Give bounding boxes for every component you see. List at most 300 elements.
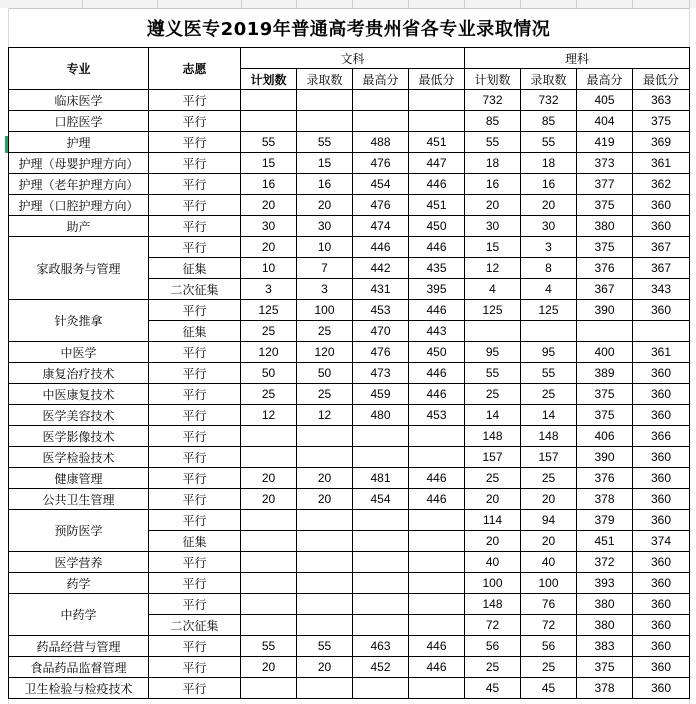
arts-min-cell[interactable] xyxy=(409,111,465,132)
science-admit-cell[interactable]: 72 xyxy=(521,615,577,636)
science-admit-cell[interactable]: 25 xyxy=(521,468,577,489)
science-plan-cell[interactable]: 55 xyxy=(465,363,521,384)
arts-max-cell[interactable]: 476 xyxy=(353,195,409,216)
arts-plan-cell[interactable]: 120 xyxy=(241,342,297,363)
arts-plan-cell[interactable]: 3 xyxy=(241,279,297,300)
arts-plan-cell[interactable] xyxy=(241,531,297,552)
major-cell[interactable]: 医学检验技术 xyxy=(9,447,149,468)
arts-max-cell[interactable] xyxy=(353,531,409,552)
arts-admit-cell[interactable] xyxy=(297,552,353,573)
major-cell[interactable]: 康复治疗技术 xyxy=(9,363,149,384)
arts-plan-cell[interactable] xyxy=(241,111,297,132)
arts-min-cell[interactable] xyxy=(409,573,465,594)
science-max-cell[interactable]: 375 xyxy=(577,405,633,426)
preference-cell[interactable]: 平行 xyxy=(149,510,241,531)
science-header[interactable]: 理科 xyxy=(465,48,690,69)
major-cell[interactable]: 中医学 xyxy=(9,342,149,363)
science-plan-cell[interactable]: 148 xyxy=(465,594,521,615)
arts-min-cell[interactable] xyxy=(409,531,465,552)
science-min-cell[interactable]: 360 xyxy=(633,447,690,468)
science-plan-cell[interactable]: 85 xyxy=(465,111,521,132)
preference-cell[interactable]: 平行 xyxy=(149,111,241,132)
admission-table xyxy=(8,47,690,699)
major-cell[interactable]: 卫生检验与检疫技术 xyxy=(9,678,149,699)
arts-max-cell[interactable] xyxy=(353,510,409,531)
science-plan-cell[interactable]: 72 xyxy=(465,615,521,636)
arts-plan-cell[interactable]: 20 xyxy=(241,237,297,258)
science-admit-cell[interactable]: 45 xyxy=(521,678,577,699)
arts-admit-cell[interactable]: 30 xyxy=(297,216,353,237)
arts-plan-cell[interactable] xyxy=(241,90,297,111)
science-admit-cell[interactable]: 8 xyxy=(521,258,577,279)
preference-cell[interactable]: 平行 xyxy=(149,489,241,510)
arts-plan-cell[interactable]: 20 xyxy=(241,468,297,489)
science-min-cell[interactable]: 360 xyxy=(633,573,690,594)
arts-admit-cell[interactable]: 15 xyxy=(297,153,353,174)
arts-max-cell[interactable]: 473 xyxy=(353,363,409,384)
science-min-cell[interactable]: 360 xyxy=(633,489,690,510)
arts-max-header[interactable]: 最高分 xyxy=(353,69,409,90)
science-plan-cell[interactable]: 157 xyxy=(465,447,521,468)
arts-max-cell[interactable] xyxy=(353,552,409,573)
arts-min-cell[interactable]: 446 xyxy=(409,489,465,510)
science-min-cell[interactable]: 360 xyxy=(633,384,690,405)
science-admit-cell[interactable]: 40 xyxy=(521,552,577,573)
major-cell[interactable]: 针灸推拿 xyxy=(9,300,149,342)
science-min-cell[interactable]: 360 xyxy=(633,552,690,573)
arts-max-cell[interactable] xyxy=(353,573,409,594)
science-min-cell[interactable]: 366 xyxy=(633,426,690,447)
arts-min-cell[interactable]: 453 xyxy=(409,405,465,426)
arts-max-cell[interactable]: 480 xyxy=(353,405,409,426)
arts-plan-cell[interactable]: 25 xyxy=(241,384,297,405)
science-admit-cell[interactable]: 4 xyxy=(521,279,577,300)
science-admit-cell[interactable]: 3 xyxy=(521,237,577,258)
arts-plan-cell[interactable]: 10 xyxy=(241,258,297,279)
preference-cell[interactable]: 平行 xyxy=(149,468,241,489)
major-cell[interactable]: 食品药品监督管理 xyxy=(9,657,149,678)
arts-min-cell[interactable] xyxy=(409,594,465,615)
arts-min-cell[interactable]: 446 xyxy=(409,363,465,384)
major-header[interactable]: 专业 xyxy=(9,48,149,90)
science-max-cell[interactable]: 405 xyxy=(577,90,633,111)
science-admit-cell[interactable] xyxy=(521,321,577,342)
arts-max-cell[interactable]: 452 xyxy=(353,657,409,678)
science-plan-cell[interactable]: 55 xyxy=(465,132,521,153)
preference-cell[interactable]: 平行 xyxy=(149,300,241,321)
arts-plan-cell[interactable]: 55 xyxy=(241,636,297,657)
arts-plan-cell[interactable] xyxy=(241,510,297,531)
science-plan-cell[interactable]: 25 xyxy=(465,384,521,405)
arts-plan-cell[interactable] xyxy=(241,426,297,447)
major-cell[interactable]: 护理（老年护理方向） xyxy=(9,174,149,195)
preference-cell[interactable]: 平行 xyxy=(149,594,241,615)
science-min-cell[interactable]: 374 xyxy=(633,531,690,552)
arts-max-cell[interactable]: 453 xyxy=(353,300,409,321)
science-min-cell[interactable]: 360 xyxy=(633,615,690,636)
science-admit-cell[interactable]: 157 xyxy=(521,447,577,468)
science-max-cell[interactable]: 372 xyxy=(577,552,633,573)
arts-plan-cell[interactable]: 16 xyxy=(241,174,297,195)
major-cell[interactable]: 公共卫生管理 xyxy=(9,489,149,510)
arts-admit-cell[interactable]: 12 xyxy=(297,405,353,426)
science-max-cell[interactable]: 378 xyxy=(577,489,633,510)
arts-admit-cell[interactable] xyxy=(297,615,353,636)
science-plan-cell[interactable]: 56 xyxy=(465,636,521,657)
arts-admit-cell[interactable] xyxy=(297,510,353,531)
science-max-cell[interactable]: 389 xyxy=(577,363,633,384)
arts-admit-cell[interactable]: 55 xyxy=(297,132,353,153)
preference-cell[interactable]: 平行 xyxy=(149,132,241,153)
arts-admit-cell[interactable]: 16 xyxy=(297,174,353,195)
science-plan-cell[interactable]: 20 xyxy=(465,489,521,510)
arts-max-cell[interactable] xyxy=(353,594,409,615)
arts-plan-cell[interactable]: 15 xyxy=(241,153,297,174)
preference-cell[interactable]: 平行 xyxy=(149,216,241,237)
science-max-cell[interactable] xyxy=(577,321,633,342)
science-admit-cell[interactable]: 14 xyxy=(521,405,577,426)
arts-max-cell[interactable]: 476 xyxy=(353,153,409,174)
science-min-cell[interactable]: 360 xyxy=(633,636,690,657)
science-max-header[interactable]: 最高分 xyxy=(577,69,633,90)
science-max-cell[interactable]: 393 xyxy=(577,573,633,594)
science-plan-cell[interactable]: 25 xyxy=(465,657,521,678)
arts-max-cell[interactable] xyxy=(353,678,409,699)
arts-min-cell[interactable]: 446 xyxy=(409,657,465,678)
science-max-cell[interactable]: 375 xyxy=(577,657,633,678)
science-max-cell[interactable]: 376 xyxy=(577,258,633,279)
science-max-cell[interactable]: 451 xyxy=(577,531,633,552)
arts-max-cell[interactable]: 454 xyxy=(353,174,409,195)
major-cell[interactable]: 护理（母婴护理方向） xyxy=(9,153,149,174)
table-row xyxy=(9,111,690,132)
arts-admit-cell[interactable]: 55 xyxy=(297,636,353,657)
science-max-cell[interactable]: 367 xyxy=(577,279,633,300)
science-plan-cell[interactable]: 25 xyxy=(465,468,521,489)
arts-admit-cell[interactable] xyxy=(297,426,353,447)
science-max-cell[interactable]: 380 xyxy=(577,615,633,636)
science-min-cell[interactable]: 363 xyxy=(633,90,690,111)
arts-min-cell[interactable] xyxy=(409,552,465,573)
science-max-cell[interactable]: 375 xyxy=(577,195,633,216)
arts-min-cell[interactable]: 435 xyxy=(409,258,465,279)
science-min-cell[interactable]: 360 xyxy=(633,468,690,489)
science-max-cell[interactable]: 383 xyxy=(577,636,633,657)
arts-plan-cell[interactable]: 12 xyxy=(241,405,297,426)
science-plan-cell[interactable]: 30 xyxy=(465,216,521,237)
science-admit-cell[interactable]: 25 xyxy=(521,657,577,678)
science-min-cell[interactable]: 361 xyxy=(633,153,690,174)
arts-admit-cell[interactable]: 20 xyxy=(297,657,353,678)
arts-admit-header[interactable]: 录取数 xyxy=(297,69,353,90)
arts-max-cell[interactable]: 474 xyxy=(353,216,409,237)
preference-cell[interactable]: 平行 xyxy=(149,573,241,594)
arts-admit-cell[interactable]: 120 xyxy=(297,342,353,363)
science-plan-cell[interactable]: 16 xyxy=(465,174,521,195)
science-admit-cell[interactable]: 25 xyxy=(521,384,577,405)
science-admit-cell[interactable]: 55 xyxy=(521,363,577,384)
science-admit-cell[interactable]: 100 xyxy=(521,573,577,594)
arts-min-cell[interactable] xyxy=(409,615,465,636)
science-min-cell[interactable]: 360 xyxy=(633,300,690,321)
major-cell[interactable]: 口腔医学 xyxy=(9,111,149,132)
preference-cell[interactable]: 平行 xyxy=(149,657,241,678)
science-max-cell[interactable]: 376 xyxy=(577,468,633,489)
arts-min-cell[interactable] xyxy=(409,678,465,699)
science-min-cell[interactable]: 360 xyxy=(633,678,690,699)
major-cell[interactable]: 临床医学 xyxy=(9,90,149,111)
science-admit-cell[interactable]: 20 xyxy=(521,195,577,216)
major-cell[interactable]: 护理 xyxy=(9,132,149,153)
preference-cell[interactable]: 平行 xyxy=(149,678,241,699)
major-cell[interactable]: 医学美容技术 xyxy=(9,405,149,426)
science-plan-cell[interactable]: 114 xyxy=(465,510,521,531)
science-min-cell[interactable] xyxy=(633,321,690,342)
science-min-cell[interactable]: 360 xyxy=(633,594,690,615)
arts-plan-cell[interactable] xyxy=(241,552,297,573)
major-cell[interactable]: 医学营养 xyxy=(9,552,149,573)
preference-cell[interactable]: 平行 xyxy=(149,174,241,195)
arts-admit-cell[interactable]: 50 xyxy=(297,363,353,384)
preference-cell[interactable]: 平行 xyxy=(149,405,241,426)
sheet-title[interactable]: 遵义医专2019年普通高考贵州省各专业录取情况 xyxy=(146,19,551,40)
arts-min-cell[interactable]: 447 xyxy=(409,153,465,174)
science-admit-cell[interactable]: 55 xyxy=(521,132,577,153)
arts-admit-cell[interactable]: 100 xyxy=(297,300,353,321)
preference-cell[interactable]: 平行 xyxy=(149,195,241,216)
science-min-cell[interactable]: 361 xyxy=(633,342,690,363)
preference-cell[interactable]: 二次征集 xyxy=(149,279,241,300)
science-admit-header[interactable]: 录取数 xyxy=(521,69,577,90)
arts-min-cell[interactable] xyxy=(409,447,465,468)
science-min-cell[interactable]: 360 xyxy=(633,510,690,531)
arts-max-cell[interactable] xyxy=(353,615,409,636)
arts-min-cell[interactable] xyxy=(409,510,465,531)
science-max-cell[interactable]: 373 xyxy=(577,153,633,174)
preference-cell[interactable]: 平行 xyxy=(149,342,241,363)
arts-admit-cell[interactable] xyxy=(297,531,353,552)
science-max-cell[interactable]: 406 xyxy=(577,426,633,447)
preference-cell[interactable]: 平行 xyxy=(149,447,241,468)
arts-plan-cell[interactable] xyxy=(241,594,297,615)
science-plan-cell[interactable]: 100 xyxy=(465,573,521,594)
science-admit-cell[interactable]: 56 xyxy=(521,636,577,657)
arts-admit-cell[interactable]: 20 xyxy=(297,489,353,510)
arts-plan-cell[interactable]: 55 xyxy=(241,132,297,153)
science-max-cell[interactable]: 404 xyxy=(577,111,633,132)
science-plan-cell[interactable]: 18 xyxy=(465,153,521,174)
science-admit-cell[interactable]: 732 xyxy=(521,90,577,111)
science-admit-cell[interactable]: 18 xyxy=(521,153,577,174)
science-min-cell[interactable]: 360 xyxy=(633,405,690,426)
science-admit-cell[interactable]: 76 xyxy=(521,594,577,615)
arts-admit-cell[interactable]: 10 xyxy=(297,237,353,258)
science-plan-cell[interactable]: 12 xyxy=(465,258,521,279)
science-max-cell[interactable]: 419 xyxy=(577,132,633,153)
arts-max-cell[interactable]: 488 xyxy=(353,132,409,153)
arts-max-cell[interactable]: 442 xyxy=(353,258,409,279)
arts-plan-cell[interactable]: 50 xyxy=(241,363,297,384)
science-plan-header[interactable]: 计划数 xyxy=(465,69,521,90)
preference-cell[interactable]: 二次征集 xyxy=(149,615,241,636)
arts-plan-cell[interactable]: 125 xyxy=(241,300,297,321)
arts-admit-cell[interactable] xyxy=(297,447,353,468)
science-admit-cell[interactable]: 20 xyxy=(521,531,577,552)
science-admit-cell[interactable]: 95 xyxy=(521,342,577,363)
arts-min-cell[interactable]: 446 xyxy=(409,237,465,258)
science-admit-cell[interactable]: 148 xyxy=(521,426,577,447)
science-plan-cell[interactable]: 14 xyxy=(465,405,521,426)
science-min-cell[interactable]: 367 xyxy=(633,258,690,279)
science-max-cell[interactable]: 400 xyxy=(577,342,633,363)
science-min-cell[interactable]: 369 xyxy=(633,132,690,153)
arts-admit-cell[interactable] xyxy=(297,111,353,132)
science-min-cell[interactable]: 375 xyxy=(633,111,690,132)
major-cell[interactable]: 医学影像技术 xyxy=(9,426,149,447)
science-admit-cell[interactable]: 16 xyxy=(521,174,577,195)
preference-cell[interactable]: 征集 xyxy=(149,321,241,342)
science-max-cell[interactable]: 375 xyxy=(577,237,633,258)
science-max-cell[interactable]: 375 xyxy=(577,384,633,405)
science-min-cell[interactable]: 360 xyxy=(633,363,690,384)
science-plan-cell[interactable]: 148 xyxy=(465,426,521,447)
arts-max-cell[interactable]: 481 xyxy=(353,468,409,489)
preference-cell[interactable]: 平行 xyxy=(149,237,241,258)
preference-cell[interactable]: 平行 xyxy=(149,552,241,573)
arts-plan-cell[interactable] xyxy=(241,573,297,594)
arts-plan-header[interactable]: 计划数 xyxy=(241,69,297,90)
arts-plan-cell[interactable] xyxy=(241,447,297,468)
arts-plan-cell[interactable]: 20 xyxy=(241,195,297,216)
science-admit-cell[interactable]: 20 xyxy=(521,489,577,510)
science-plan-cell[interactable]: 95 xyxy=(465,342,521,363)
arts-min-cell[interactable]: 450 xyxy=(409,216,465,237)
arts-min-cell[interactable] xyxy=(409,90,465,111)
science-admit-cell[interactable]: 125 xyxy=(521,300,577,321)
arts-max-cell[interactable]: 446 xyxy=(353,237,409,258)
major-cell[interactable]: 健康管理 xyxy=(9,468,149,489)
science-plan-cell[interactable]: 4 xyxy=(465,279,521,300)
arts-max-cell[interactable]: 463 xyxy=(353,636,409,657)
science-admit-cell[interactable]: 30 xyxy=(521,216,577,237)
science-min-cell[interactable]: 360 xyxy=(633,216,690,237)
major-cell[interactable]: 护理（口腔护理方向） xyxy=(9,195,149,216)
science-min-cell[interactable]: 362 xyxy=(633,174,690,195)
science-plan-cell[interactable]: 40 xyxy=(465,552,521,573)
major-cell[interactable]: 预防医学 xyxy=(9,510,149,552)
arts-min-cell[interactable]: 446 xyxy=(409,468,465,489)
arts-min-cell[interactable]: 451 xyxy=(409,132,465,153)
science-min-header[interactable]: 最低分 xyxy=(633,69,690,90)
preference-cell[interactable]: 平行 xyxy=(149,90,241,111)
arts-admit-cell[interactable] xyxy=(297,90,353,111)
arts-max-cell[interactable]: 431 xyxy=(353,279,409,300)
arts-min-cell[interactable]: 450 xyxy=(409,342,465,363)
arts-min-cell[interactable]: 443 xyxy=(409,321,465,342)
arts-max-cell[interactable]: 470 xyxy=(353,321,409,342)
arts-admit-cell[interactable] xyxy=(297,573,353,594)
major-cell[interactable]: 助产 xyxy=(9,216,149,237)
arts-admit-cell[interactable]: 20 xyxy=(297,468,353,489)
arts-admit-cell[interactable]: 25 xyxy=(297,384,353,405)
preference-cell[interactable]: 征集 xyxy=(149,531,241,552)
science-plan-cell[interactable]: 732 xyxy=(465,90,521,111)
arts-admit-cell[interactable] xyxy=(297,678,353,699)
major-cell[interactable]: 中医康复技术 xyxy=(9,384,149,405)
science-max-cell[interactable]: 380 xyxy=(577,216,633,237)
arts-admit-cell[interactable] xyxy=(297,594,353,615)
preference-cell[interactable]: 平行 xyxy=(149,384,241,405)
science-admit-cell[interactable]: 85 xyxy=(521,111,577,132)
arts-plan-cell[interactable]: 30 xyxy=(241,216,297,237)
arts-max-cell[interactable]: 476 xyxy=(353,342,409,363)
major-cell[interactable]: 药学 xyxy=(9,573,149,594)
arts-min-cell[interactable]: 446 xyxy=(409,174,465,195)
arts-max-cell[interactable] xyxy=(353,447,409,468)
preference-cell[interactable]: 平行 xyxy=(149,426,241,447)
arts-min-cell[interactable]: 395 xyxy=(409,279,465,300)
arts-min-header[interactable]: 最低分 xyxy=(409,69,465,90)
arts-min-cell[interactable]: 446 xyxy=(409,384,465,405)
science-plan-cell[interactable]: 20 xyxy=(465,195,521,216)
science-max-cell[interactable]: 377 xyxy=(577,174,633,195)
arts-admit-cell[interactable]: 20 xyxy=(297,195,353,216)
arts-plan-cell[interactable] xyxy=(241,678,297,699)
arts-plan-cell[interactable]: 20 xyxy=(241,657,297,678)
major-cell[interactable]: 药品经营与管理 xyxy=(9,636,149,657)
science-plan-cell[interactable]: 45 xyxy=(465,678,521,699)
arts-admit-cell[interactable]: 25 xyxy=(297,321,353,342)
preference-cell[interactable]: 平行 xyxy=(149,153,241,174)
preference-cell[interactable]: 征集 xyxy=(149,258,241,279)
arts-min-cell[interactable]: 446 xyxy=(409,300,465,321)
science-max-cell[interactable]: 378 xyxy=(577,678,633,699)
arts-plan-cell[interactable] xyxy=(241,615,297,636)
arts-max-cell[interactable]: 459 xyxy=(353,384,409,405)
science-plan-cell[interactable]: 15 xyxy=(465,237,521,258)
science-min-cell[interactable]: 360 xyxy=(633,195,690,216)
science-max-cell[interactable]: 390 xyxy=(577,447,633,468)
arts-max-cell[interactable] xyxy=(353,111,409,132)
arts-header[interactable]: 文科 xyxy=(241,48,465,69)
arts-max-cell[interactable] xyxy=(353,426,409,447)
major-cell[interactable]: 中药学 xyxy=(9,594,149,636)
science-plan-cell[interactable] xyxy=(465,321,521,342)
preference-cell[interactable]: 平行 xyxy=(149,636,241,657)
science-plan-cell[interactable]: 125 xyxy=(465,300,521,321)
arts-max-cell[interactable]: 454 xyxy=(353,489,409,510)
science-min-cell[interactable]: 343 xyxy=(633,279,690,300)
arts-max-cell[interactable] xyxy=(353,90,409,111)
science-admit-cell[interactable]: 94 xyxy=(521,510,577,531)
science-plan-cell[interactable]: 20 xyxy=(465,531,521,552)
arts-admit-cell[interactable]: 3 xyxy=(297,279,353,300)
arts-min-cell[interactable] xyxy=(409,426,465,447)
arts-admit-cell[interactable]: 7 xyxy=(297,258,353,279)
arts-plan-cell[interactable]: 20 xyxy=(241,489,297,510)
science-max-cell[interactable]: 379 xyxy=(577,510,633,531)
arts-plan-cell[interactable]: 25 xyxy=(241,321,297,342)
preference-header[interactable]: 志愿 xyxy=(149,48,241,90)
science-min-cell[interactable]: 367 xyxy=(633,237,690,258)
science-max-cell[interactable]: 380 xyxy=(577,594,633,615)
arts-min-cell[interactable]: 446 xyxy=(409,636,465,657)
major-cell[interactable]: 家政服务与管理 xyxy=(9,237,149,300)
science-min-cell[interactable]: 360 xyxy=(633,657,690,678)
preference-cell[interactable]: 平行 xyxy=(149,363,241,384)
arts-min-cell[interactable]: 451 xyxy=(409,195,465,216)
science-max-cell[interactable]: 390 xyxy=(577,300,633,321)
